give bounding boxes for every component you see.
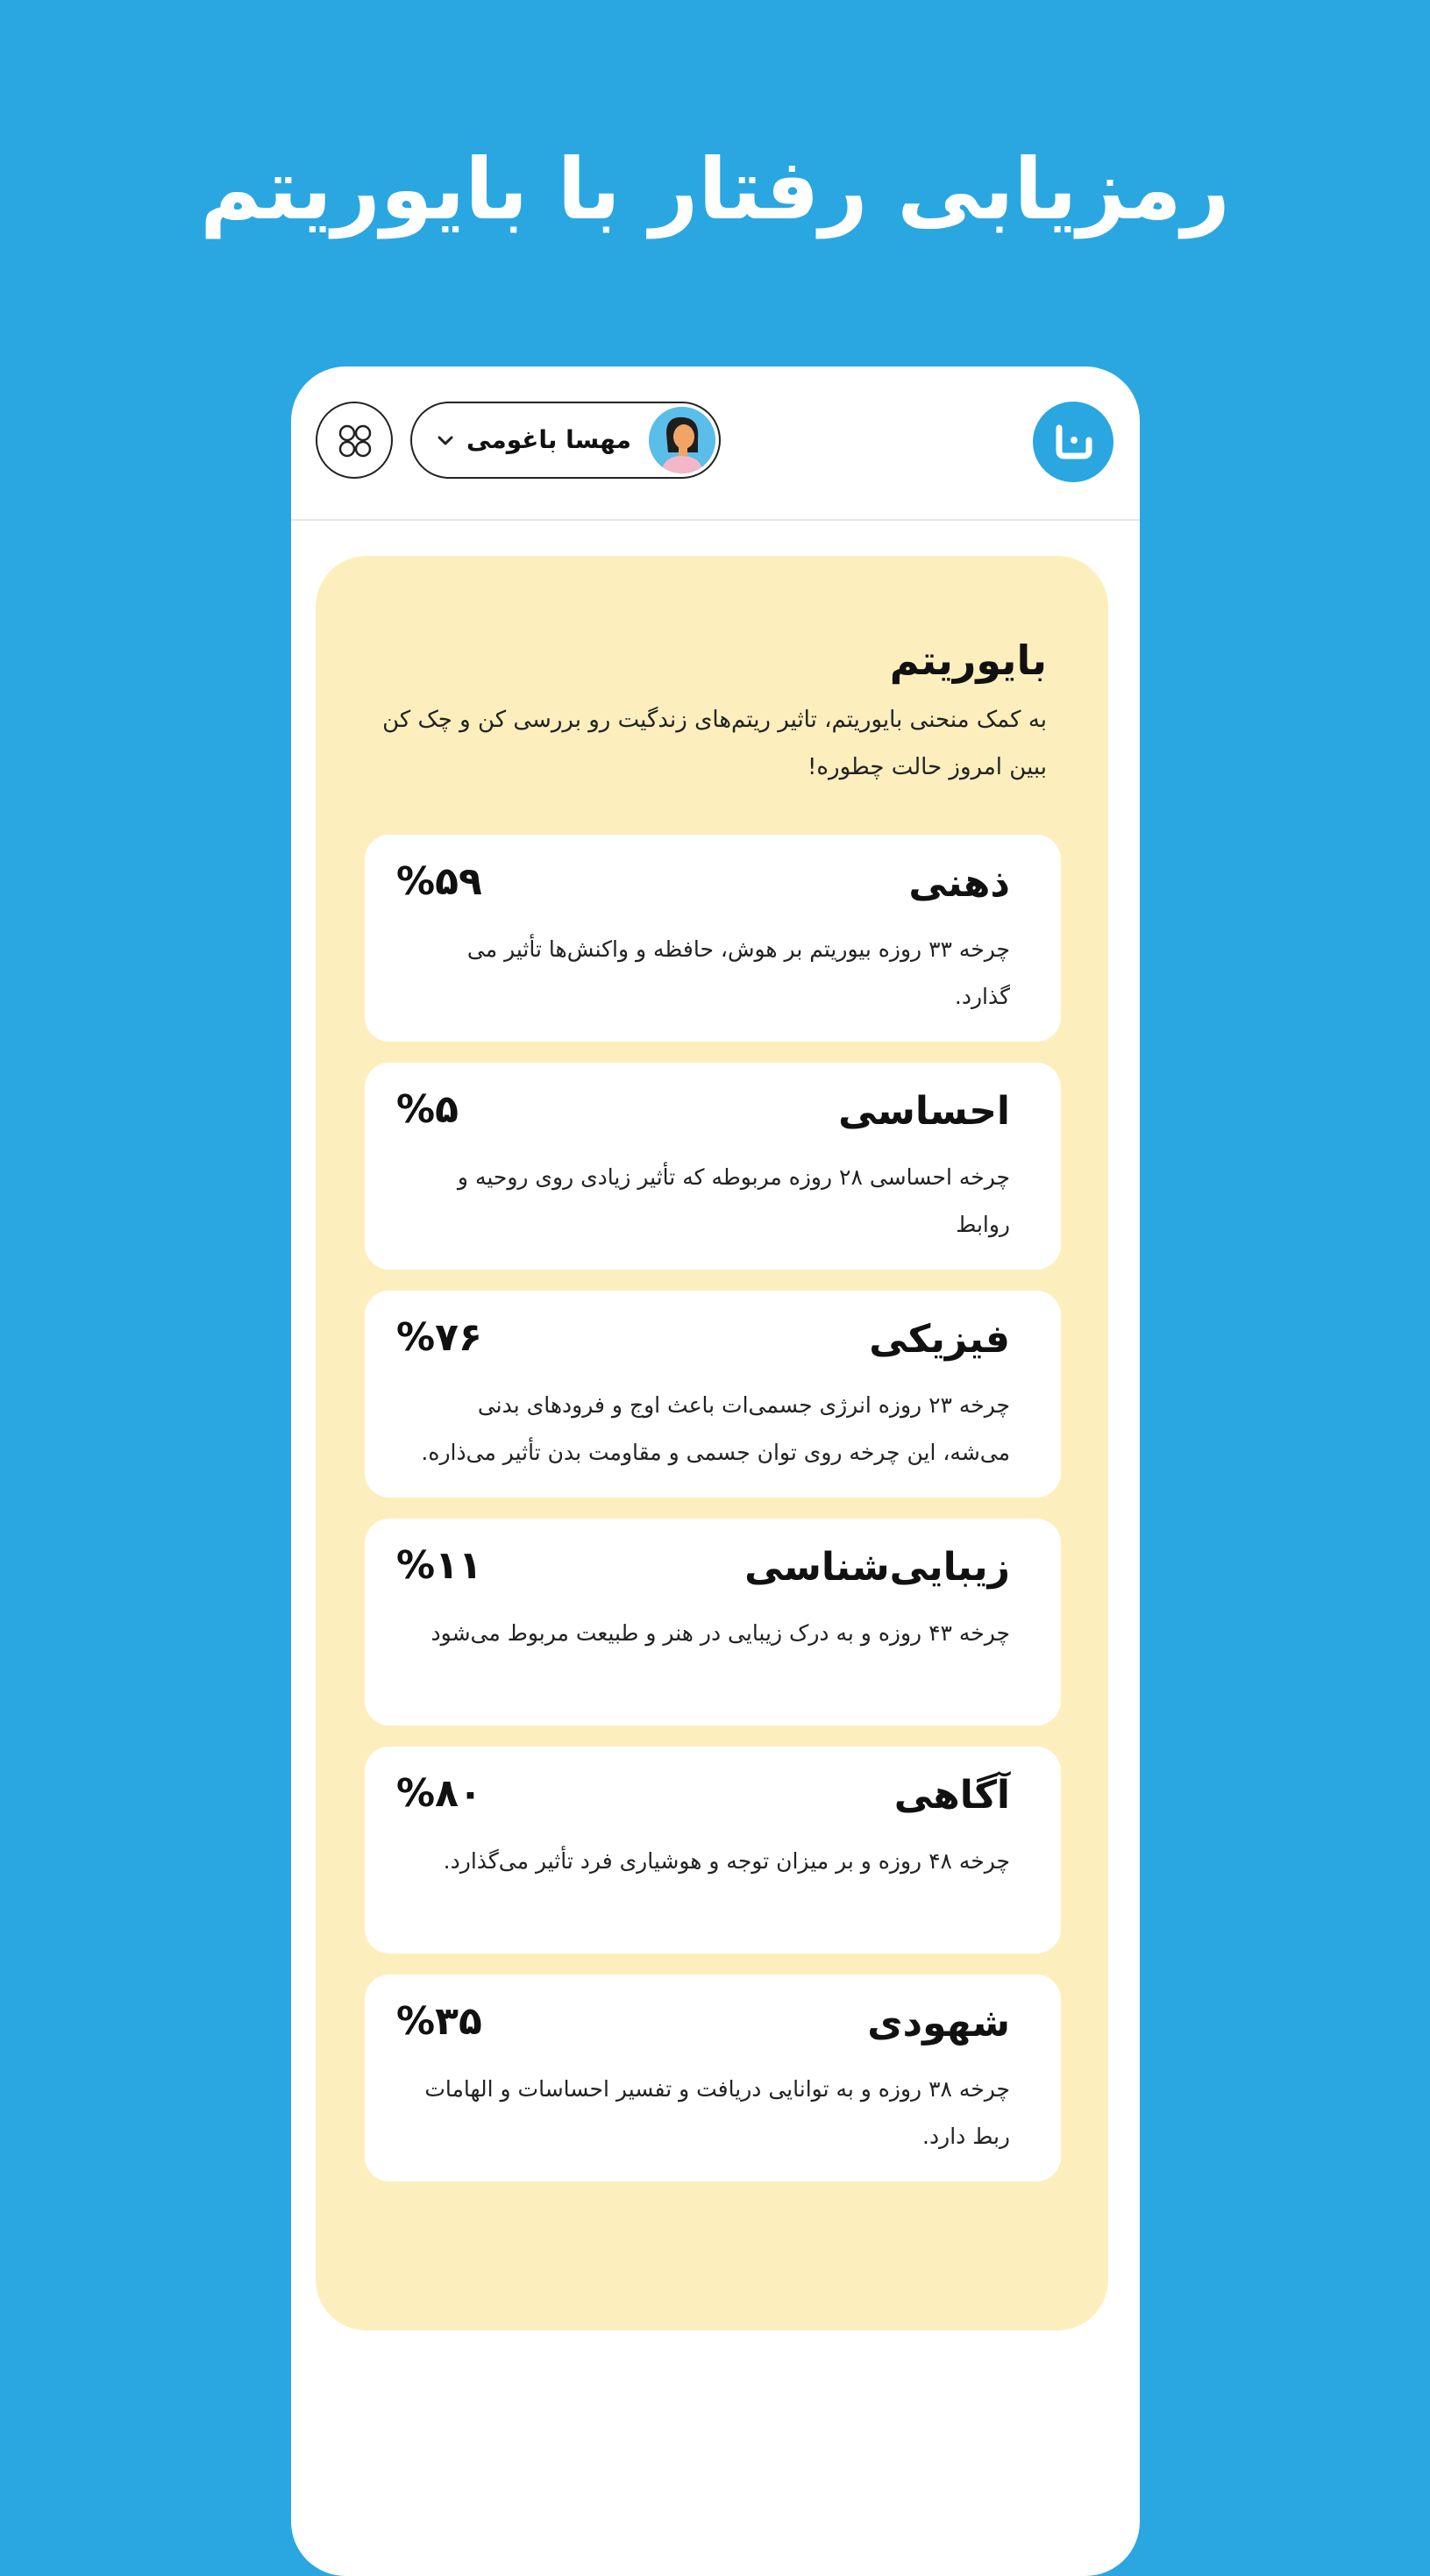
card-description: چرخه ۲۳ روزه انرژی جسمی‌ات باعث اوج و فرودهای بدنی می‌شه، این چرخه روی توان جسمی و مقاومت بدن تأثیر می‌ذاره.	[421, 1392, 1010, 1465]
user-name: مهسا باغومی	[466, 425, 631, 454]
panel-title: بایوریتم	[889, 637, 1047, 684]
card-description: چرخه ۴۳ روزه و به درک زیبایی در هنر و طبیعت مربوط می‌شود	[430, 1620, 1010, 1646]
card-awareness[interactable]	[365, 1747, 1061, 1953]
card-percent: %۸۰	[396, 1771, 482, 1816]
phone-frame	[291, 366, 1140, 2576]
card-percent: %۳۵	[396, 1999, 482, 2044]
user-selector[interactable]	[410, 402, 721, 479]
panel-description: به کمک منحنی بایوریتم، تاثیر ریتم‌های زندگیت رو بررسی کن و چک کن ببین امروز حالت چطوره!	[382, 707, 1047, 780]
card-aesthetic[interactable]	[365, 1519, 1061, 1726]
card-description: چرخه ۴۸ روزه و بر میزان توجه و هوشیاری فرد تأثیر می‌گذارد.	[443, 1848, 1010, 1874]
hero-title: رمزیابی رفتار با بایوریتم	[200, 140, 1230, 238]
chevron-down-icon	[435, 430, 456, 451]
card-title: ذهنی	[908, 861, 1010, 906]
biorhythm-panel	[316, 556, 1108, 2330]
card-percent: %۷۶	[396, 1315, 482, 1360]
card-title: آگاهی	[893, 1773, 1010, 1818]
card-physical[interactable]	[365, 1291, 1061, 1498]
card-mental[interactable]	[365, 835, 1061, 1042]
card-description: چرخه ۳۸ روزه و به توانایی دریافت و تفسیر احساسات و الهامات ربط دارد.	[424, 2076, 1010, 2149]
app-logo-icon[interactable]	[1033, 402, 1113, 482]
card-percent: %۵۹	[396, 859, 482, 904]
card-title: شهودی	[867, 2001, 1010, 2046]
card-title: زیبایی‌شناسی	[744, 1545, 1010, 1590]
card-percent: %۱۱	[396, 1543, 482, 1588]
card-intuitive[interactable]	[365, 1975, 1061, 2181]
card-percent: %۵	[396, 1087, 459, 1132]
card-title: فیزیکی	[869, 1317, 1010, 1362]
grid-menu-icon[interactable]	[316, 402, 393, 479]
card-description: چرخه احساسی ۲۸ روزه مربوطه که تأثیر زیادی روی روحیه و روابط	[457, 1164, 1010, 1237]
card-description: چرخه ۳۳ روزه بیوریتم بر هوش، حافظه و واکنش‌ها تأثیر می گذارد.	[466, 936, 1010, 1009]
user-avatar	[649, 407, 715, 473]
top-bar	[291, 366, 1140, 521]
card-emotional[interactable]	[365, 1063, 1061, 1270]
card-title: احساسی	[838, 1089, 1010, 1134]
